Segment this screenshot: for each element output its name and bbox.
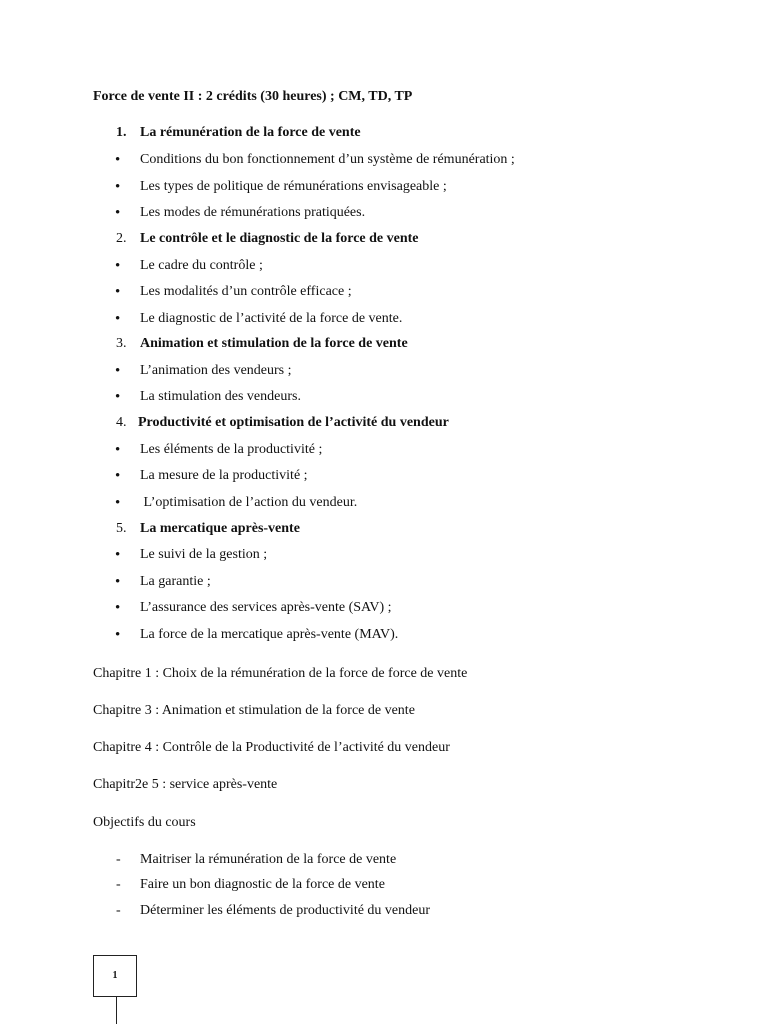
chapter-line: Chapitr2e 5 : service après-vente xyxy=(93,777,278,792)
list-item xyxy=(0,151,768,169)
document-title: Force de vente II : 2 crédits (30 heures) ; CM, TD, TP xyxy=(93,89,413,104)
list-item-text: L’assurance des services après-vente (SAV) ; xyxy=(140,600,392,615)
list-item-text: Le suivi de la gestion ; xyxy=(140,547,268,562)
list-item xyxy=(0,310,768,328)
bullet-marker: • xyxy=(115,152,121,168)
dash-marker: - xyxy=(116,877,121,892)
list-item xyxy=(0,257,768,275)
bullet-marker: • xyxy=(115,574,121,590)
list-item-text: Les éléments de la productivité ; xyxy=(140,442,323,457)
page-number: 1 xyxy=(112,970,118,981)
chapter-line: Chapitre 4 : Contrôle de la Productivité de l’activité du vendeur xyxy=(93,740,450,755)
list-item-text: La force de la mercatique après-vente (MAV). xyxy=(140,627,399,642)
section-number: 4. xyxy=(116,415,127,430)
page-number-box xyxy=(93,955,137,997)
objective-item xyxy=(0,876,768,894)
list-item-text: Conditions du bon fonctionnement d’un système de rémunération ; xyxy=(140,152,515,167)
list-item xyxy=(0,388,768,406)
bullet-marker: • xyxy=(115,363,121,379)
objective-text: Maitriser la rémunération de la force de vente xyxy=(140,852,397,867)
section-heading xyxy=(0,335,768,353)
list-item-text: Les types de politique de rémunérations envisageable ; xyxy=(140,179,447,194)
objective-text: Faire un bon diagnostic de la force de vente xyxy=(140,877,385,892)
list-item xyxy=(0,178,768,196)
bullet-marker: • xyxy=(115,468,121,484)
bullet-marker: • xyxy=(115,205,121,221)
list-item xyxy=(0,283,768,301)
section-number: 3. xyxy=(116,336,127,351)
bullet-marker: • xyxy=(115,311,121,327)
bullet-marker: • xyxy=(115,600,121,616)
bullet-marker: • xyxy=(115,389,121,405)
section-number: 2. xyxy=(116,231,127,246)
section-number: 1. xyxy=(116,125,127,140)
list-item xyxy=(0,599,768,617)
list-item xyxy=(0,467,768,485)
dash-marker: - xyxy=(116,852,121,867)
section-heading xyxy=(0,414,768,432)
list-item-text: Le cadre du contrôle ; xyxy=(140,258,263,273)
section-title: Productivité et optimisation de l’activité du vendeur xyxy=(138,415,449,430)
list-item xyxy=(0,573,768,591)
chapter-line: Chapitre 1 : Choix de la rémunération de la force de force de vente xyxy=(93,666,468,681)
bullet-marker: • xyxy=(115,627,121,643)
section-title: La rémunération de la force de vente xyxy=(140,125,361,140)
list-item xyxy=(0,546,768,564)
objective-item xyxy=(0,851,768,869)
bullet-marker: • xyxy=(115,547,121,563)
list-item-text: La stimulation des vendeurs. xyxy=(140,389,301,404)
list-item xyxy=(0,204,768,222)
objective-text: Déterminer les éléments de productivité du vendeur xyxy=(140,903,431,918)
list-item-text: Les modes de rémunérations pratiquées. xyxy=(140,205,366,220)
chapter-line: Chapitre 3 : Animation et stimulation de la force de vente xyxy=(93,703,415,718)
bullet-marker: • xyxy=(115,495,121,511)
list-item xyxy=(0,362,768,380)
dash-marker: - xyxy=(116,903,121,918)
section-title: La mercatique après-vente xyxy=(140,521,300,536)
list-item xyxy=(0,441,768,459)
list-item-text: La mesure de la productivité ; xyxy=(140,468,308,483)
section-title: Animation et stimulation de la force de vente xyxy=(140,336,408,351)
list-item-text: Le diagnostic de l’activité de la force de vente. xyxy=(140,311,403,326)
list-item-text: L’animation des vendeurs ; xyxy=(140,363,292,378)
section-heading xyxy=(0,230,768,248)
bullet-marker: • xyxy=(115,179,121,195)
list-item-text: La garantie ; xyxy=(140,574,211,589)
section-number: 5. xyxy=(116,521,127,536)
bullet-marker: • xyxy=(115,442,121,458)
section-heading xyxy=(0,520,768,538)
objectives-heading: Objectifs du cours xyxy=(93,815,196,830)
list-item xyxy=(0,494,768,512)
list-item-text: L’optimisation de l’action du vendeur. xyxy=(140,495,358,510)
section-title: Le contrôle et le diagnostic de la force de vente xyxy=(140,231,419,246)
list-item-text: Les modalités d’un contrôle efficace ; xyxy=(140,284,352,299)
objective-item xyxy=(0,902,768,920)
section-heading xyxy=(0,124,768,142)
bullet-marker: • xyxy=(115,258,121,274)
bullet-marker: • xyxy=(115,284,121,300)
page-footer-line xyxy=(116,997,117,1024)
list-item xyxy=(0,626,768,644)
